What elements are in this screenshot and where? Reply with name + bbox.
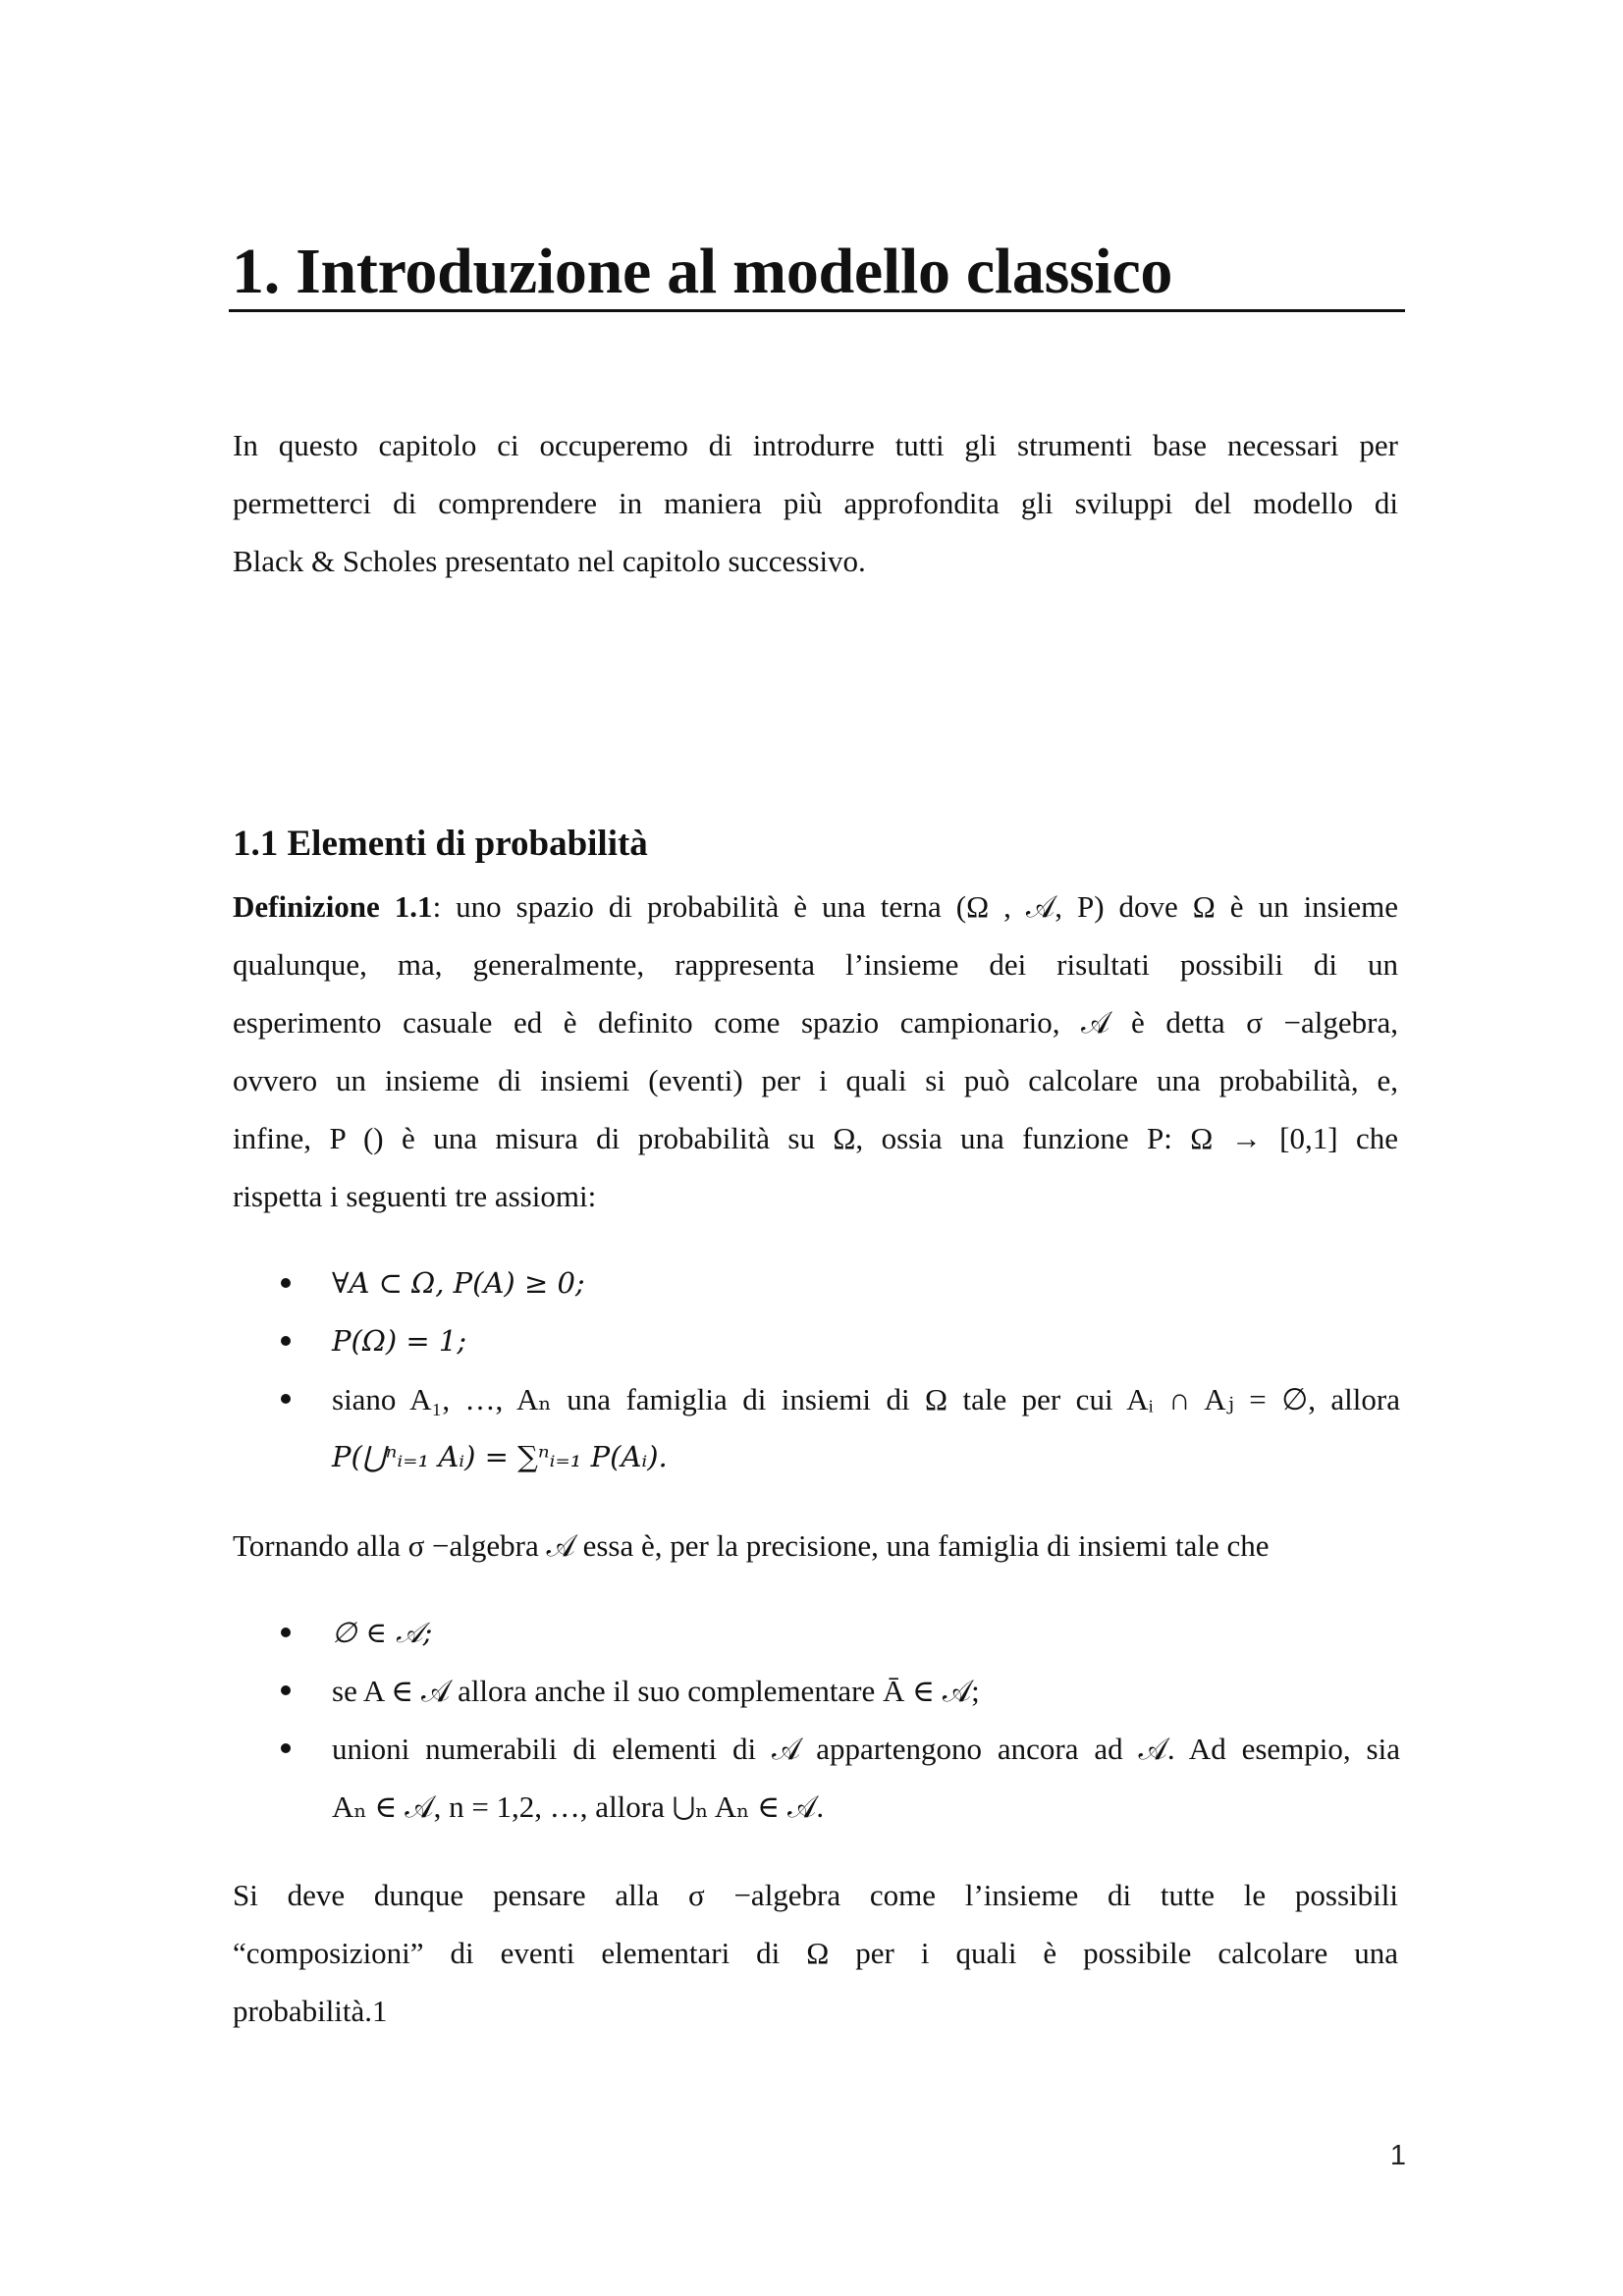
axiom-text: ∀A ⊂ Ω, P(A) ≥ 0; bbox=[332, 1266, 585, 1300]
definition-line: infine, P () è una misura di probabilità su Ω, ossia una funzione P: Ω → [0,1] che bbox=[233, 1121, 1398, 1155]
bullet-dot bbox=[281, 1278, 291, 1288]
axiom-text: P(Ω) = 1; bbox=[332, 1324, 467, 1358]
list-item bbox=[281, 1312, 1400, 1370]
list-item bbox=[281, 1662, 1400, 1720]
closing-line: “composizioni” di eventi elementari di Ω per i quali è possibile calcolare una bbox=[233, 1936, 1398, 1970]
list-item bbox=[281, 1370, 1400, 1486]
title-underline bbox=[229, 309, 1405, 312]
list-item bbox=[281, 1255, 1400, 1312]
intro-line: Black & Scholes presentato nel capitolo successivo. bbox=[233, 544, 866, 578]
property-text: se A ∈ 𝒜 allora anche il suo complementare Ā ∈ 𝒜; bbox=[332, 1674, 980, 1708]
sigma-intro-paragraph bbox=[233, 1517, 1398, 1575]
list-item bbox=[281, 1720, 1400, 1836]
axiom-text: siano A₁, …, Aₙ una famiglia di insiemi di Ω tale per cui Aᵢ ∩ Aⱼ = ∅, allora bbox=[332, 1382, 1400, 1416]
definition-line: rispetta i seguenti tre assiomi: bbox=[233, 1179, 597, 1213]
bullet-dot bbox=[281, 1743, 291, 1753]
bullet-dot bbox=[281, 1394, 291, 1404]
definition-line bbox=[233, 878, 1398, 935]
closing-line: probabilità.1 bbox=[233, 1994, 388, 2028]
definition-text: : uno spazio di probabilità è una terna (Ω , 𝒜, P) dove Ω è un insieme bbox=[432, 889, 1398, 924]
definition-label: Definizione 1.1 bbox=[233, 889, 433, 924]
bullet-dot bbox=[281, 1336, 291, 1346]
definition-line: qualunque, ma, generalmente, rappresenta l’insieme dei risultati possibili di un bbox=[233, 947, 1398, 982]
axioms-list bbox=[281, 1255, 1400, 1486]
sigma-intro-line: Tornando alla σ −algebra 𝒜 essa è, per la precisione, una famiglia di insiemi tale che bbox=[233, 1528, 1270, 1563]
bullet-dot bbox=[281, 1628, 291, 1637]
closing-line: Si deve dunque pensare alla σ −algebra come l’insieme di tutte le possibili bbox=[233, 1878, 1398, 1912]
bullet-dot bbox=[281, 1685, 291, 1695]
property-text: unioni numerabili di elementi di 𝒜 appartengono ancora ad 𝒜. Ad esempio, sia bbox=[332, 1732, 1400, 1766]
definition-line: ovvero un insieme di insiemi (eventi) per i quali si può calcolare una probabilità, e, bbox=[233, 1063, 1398, 1097]
closing-paragraph bbox=[233, 1866, 1398, 2040]
intro-paragraph bbox=[233, 416, 1398, 590]
axiom-formula: P(⋃ⁿᵢ₌₁ Aᵢ) = ∑ⁿᵢ₌₁ P(Aᵢ). bbox=[332, 1440, 668, 1473]
property-text: ∅ ∈ 𝒜; bbox=[332, 1616, 433, 1649]
intro-line: permetterci di comprendere in maniera più approfondita gli sviluppi del modello di bbox=[233, 486, 1398, 520]
list-item bbox=[281, 1604, 1400, 1662]
sigma-properties-list bbox=[281, 1604, 1400, 1836]
section-title: 1.1 Elementi di probabilità bbox=[233, 824, 648, 864]
definition-line: esperimento casuale ed è definito come spazio campionario, 𝒜 è detta σ −algebra, bbox=[233, 1005, 1398, 1040]
intro-line: In questo capitolo ci occuperemo di introdurre tutti gli strumenti base necessari per bbox=[233, 428, 1398, 462]
property-text: Aₙ ∈ 𝒜, n = 1,2, …, allora ⋃ₙ Aₙ ∈ 𝒜. bbox=[332, 1789, 825, 1824]
chapter-title: 1. Introduzione al modello classico bbox=[232, 236, 1173, 307]
page-number: 1 bbox=[1389, 2140, 1406, 2171]
definition-paragraph bbox=[233, 878, 1398, 1225]
